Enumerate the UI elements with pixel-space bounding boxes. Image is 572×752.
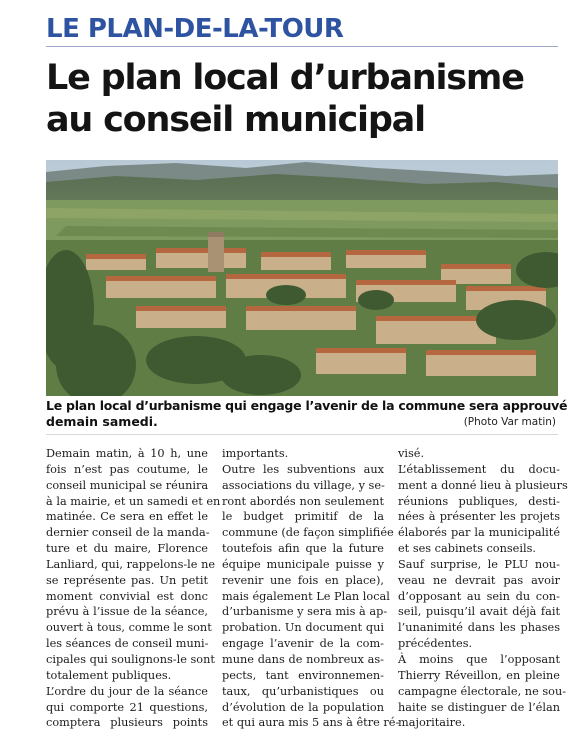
body-text-line: ouvert à tous, comme le sont	[46, 621, 212, 635]
body-text-line: Outre les subventions aux	[222, 462, 384, 476]
body-text-line: veau ne devrait pas avoir	[398, 573, 560, 587]
body-text-line: Sauf surprise, le PLU nou-	[398, 557, 560, 571]
body-text-line: nées à présenter les projets	[398, 510, 560, 524]
section-kicker: LE PLAN-DE-LA-TOUR	[46, 14, 558, 47]
body-text-line: comptera plusieurs points	[46, 716, 208, 730]
body-text-line: conseil municipal se réunira	[46, 478, 209, 492]
body-text-line: engage l’avenir de la com-	[222, 637, 384, 651]
article-column-2	[222, 446, 400, 731]
body-text-line: d’opposant au sein du con-	[398, 589, 560, 603]
body-text-line: commune (de façon simplifiée	[222, 526, 394, 540]
body-text-line: élaborés par la municipalité	[398, 526, 560, 540]
body-text-line: équipe municipale puisse y	[222, 557, 384, 571]
body-text-line: l’unanimité dans les phases	[398, 621, 560, 635]
body-text-line: L’établissement du docu-	[398, 462, 560, 476]
body-text-line: fois n’est pas coutume, le	[46, 462, 208, 476]
body-text-line: Demain matin, à 10 h, une	[46, 447, 208, 460]
body-text-line: à la mairie, et un samedi et en	[46, 494, 221, 508]
body-text-line: probation. Un document qui	[222, 621, 384, 635]
body-text-line: seil, puisqu’il avait déjà fait	[398, 605, 560, 619]
article-column-3	[398, 446, 568, 731]
photo-credit: (Photo Var matin)	[463, 416, 556, 428]
body-text-line: qui comporte 21 questions,	[46, 700, 208, 714]
body-text-line: ture et du maire, Florence	[46, 542, 208, 556]
headline-line-2: au conseil municipal	[46, 100, 425, 140]
body-text-line: campagne électorale, ne sou-	[398, 684, 567, 698]
body-text-line: toutefois afin que la future	[222, 542, 384, 556]
body-text-line: visé.	[398, 447, 425, 460]
body-text-line: revenir une fois en place),	[222, 573, 384, 587]
article-column-1	[46, 446, 221, 731]
body-text-line: À moins que l’opposant	[398, 652, 560, 666]
headline-line-1: Le plan local d’urbanisme	[46, 58, 524, 98]
body-text-line: associations du village, y se-	[222, 478, 385, 492]
body-text-line: et ses cabinets conseils.	[398, 542, 536, 556]
village-aerial-photo	[46, 160, 558, 396]
article-headline	[46, 57, 566, 141]
body-text-line: ment a donné lieu à plusieurs	[398, 478, 568, 492]
body-text-line: matinée. Ce sera en effet le	[46, 510, 208, 524]
caption-line-1: Le plan local d’urbanisme qui engage l’avenir de la commune sera approuvé	[46, 398, 568, 413]
photo-caption	[46, 398, 568, 430]
body-text-line: importants.	[222, 447, 289, 460]
body-text-line: réunions publiques, desti-	[398, 494, 560, 508]
body-text-line: mais également Le Plan local	[222, 589, 390, 603]
body-text-line: dernier conseil de la manda-	[46, 526, 210, 540]
body-text-line: ront abordés non seulement	[222, 494, 384, 508]
body-text-line: d’évolution de la population	[222, 700, 384, 714]
body-text-line: majoritaire.	[398, 716, 466, 730]
body-text-line: d’urbanisme y sera mis à ap-	[222, 605, 388, 619]
body-text-line: précédentes.	[398, 637, 473, 651]
caption-divider	[46, 434, 558, 435]
body-text-line: moment convivial est donc	[46, 589, 208, 603]
caption-line-2: demain samedi.	[46, 414, 158, 429]
body-text-line: cipales qui soulignons-le sont	[46, 652, 215, 666]
body-text-line: Lanliard, qui, rappelons-le ne	[46, 557, 216, 571]
body-text-line: le budget primitif de la	[222, 510, 384, 524]
body-text-line: taux, qu’urbanistiques ou	[222, 684, 384, 698]
body-text-line: se représente pas. Un petit	[46, 573, 208, 587]
body-text-line: prévu à l’issue de la séance,	[46, 605, 208, 619]
body-text-line: pects, tant environnemen-	[222, 668, 384, 682]
body-text-line: mune dans de nombreux as-	[222, 652, 384, 666]
body-text-line: les séances de conseil muni-	[46, 637, 209, 651]
body-text-line: Thierry Réveillon, en pleine	[398, 668, 560, 682]
body-text-line: et qui aura mis 5 ans à être ré-	[222, 716, 400, 730]
body-text-line: totalement publiques.	[46, 668, 172, 682]
body-text-line: L’ordre du jour de la séance	[46, 684, 208, 698]
body-text-line: haite se distinguer de l’élan	[398, 700, 560, 714]
